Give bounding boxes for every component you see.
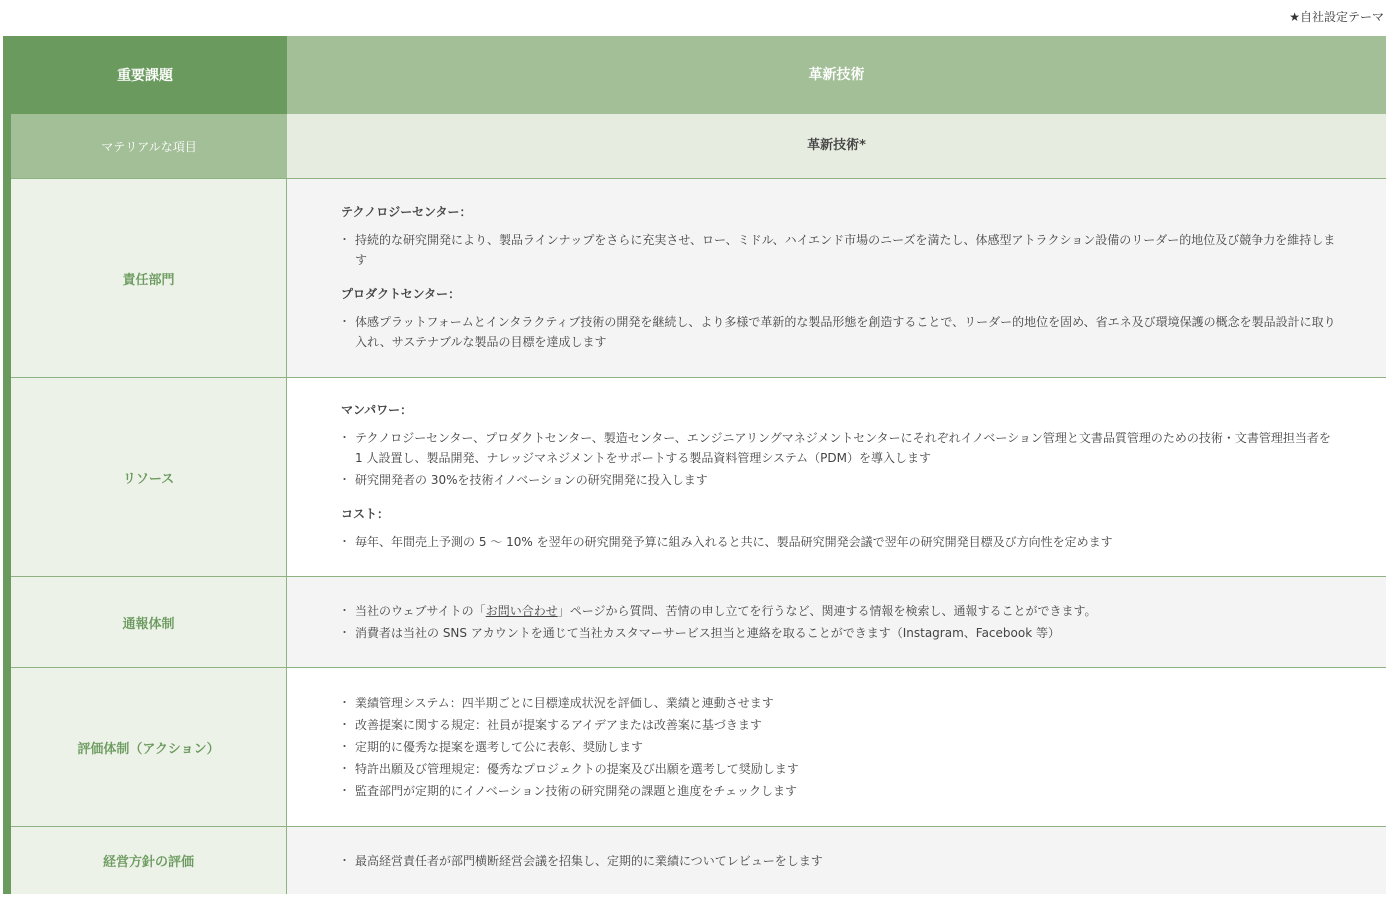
reporting-text-post: 」ページから質問、苦情の申し立てを行うなど、関連する情報を検索し、通報することができます。 bbox=[557, 604, 1097, 618]
list-item bbox=[341, 601, 1336, 621]
tech-center-list bbox=[341, 228, 1336, 272]
evaluation-label: 評価体制（アクション） bbox=[11, 668, 287, 826]
resources-content bbox=[287, 378, 1386, 576]
reporting-content bbox=[287, 577, 1386, 667]
material-item-value: 革新技術* bbox=[287, 114, 1386, 178]
material-item-label: マテリアルな項目 bbox=[11, 114, 287, 178]
resources-label: リソース bbox=[11, 378, 287, 576]
list-item: ・ テクノロジーセンター、プロダクトセンター、製造センター、エンジニアリングマネジメントセンターにそれぞれイノベーション管理と文書品質管理のための技術・文書管理担当者を 1 人設置し、製品開発、ナレッジマネジメントをサポートする製品資料管理システム（PDM）を導入します bbox=[341, 428, 1336, 468]
management-row bbox=[11, 827, 1386, 894]
contact-link[interactable]: お問い合わせ bbox=[485, 604, 558, 618]
list-item: ・ 研究開発者の 30%を技術イノベーションの研究開発に投入します bbox=[341, 470, 1336, 490]
cost-list bbox=[341, 530, 1336, 554]
reporting-row bbox=[11, 577, 1386, 668]
list-item: ・ 消費者は当社の SNS アカウントを通じて当社カスタマーサービス担当と連絡を取ることができます（Instagram、Facebook 等） bbox=[341, 623, 1336, 643]
cost-title: コスト： bbox=[341, 507, 390, 521]
list-item: ・ 最高経営責任者が部門横断経営会議を招集し、定期的に業績についてレビューをします bbox=[341, 851, 1336, 871]
table-header-row bbox=[11, 36, 1386, 114]
responsible-dept-content bbox=[287, 179, 1386, 377]
self-theme-note: ★自社設定テーマ bbox=[1289, 10, 1384, 24]
reporting-text-pre: 当社のウェブサイトの「 bbox=[355, 604, 486, 618]
header-key-issue: 重要課題 bbox=[3, 36, 287, 114]
materiality-table bbox=[3, 36, 1386, 894]
responsible-dept-row bbox=[11, 179, 1386, 378]
product-center-title: プロダクトセンター： bbox=[341, 287, 461, 301]
tech-center-title: テクノロジーセンター： bbox=[341, 205, 472, 219]
list-item: ・ 監査部門が定期的にイノベーション技術の研究開発の課題と進度をチェックします bbox=[341, 781, 1336, 801]
list-item: ・ 業績管理システム：四半期ごとに目標達成状況を評価し、業績と連動させます bbox=[341, 693, 1336, 713]
responsible-dept-label: 責任部門 bbox=[11, 179, 287, 377]
evaluation-content bbox=[287, 668, 1386, 826]
list-item: ・ 持続的な研究開発により、製品ラインナップをさらに充実させ、ロー、ミドル、ハイエンド市場のニーズを満たし、体感型アトラクション設備のリーダー的地位及び競争力を維持します bbox=[341, 230, 1336, 270]
management-content bbox=[287, 827, 1386, 894]
product-center-list bbox=[341, 310, 1336, 354]
manpower-list bbox=[341, 426, 1336, 492]
manpower-title: マンパワー： bbox=[341, 403, 413, 417]
management-label: 経営方針の評価 bbox=[11, 827, 287, 894]
list-item: ・ 毎年、年間売上予測の 5 ～ 10% を翌年の研究開発予算に組み入れると共に、製品研究開発会議で翌年の研究開発目標及び方向性を定めます bbox=[341, 532, 1336, 552]
management-list bbox=[341, 849, 1336, 873]
list-item: ・ 特許出願及び管理規定：優秀なプロジェクトの提案及び出願を選考して奨励します bbox=[341, 759, 1336, 779]
list-item: ・ 改善提案に関する規定：社員が提案するアイデアまたは改善案に基づきます bbox=[341, 715, 1336, 735]
reporting-label: 通報体制 bbox=[11, 577, 287, 667]
list-item: ・ 定期的に優秀な提案を選考して公に表彰、奨励します bbox=[341, 737, 1336, 757]
list-item: ・ 体感プラットフォームとインタラクティブ技術の開発を継続し、より多様で革新的な製品形態を創造することで、リーダー的地位を固め、省エネ及び環境保護の概念を製品設計に取り入れ、サステナブルな製品の目標を達成します bbox=[341, 312, 1336, 352]
material-item-row bbox=[11, 114, 1386, 179]
evaluation-row bbox=[11, 668, 1386, 827]
resources-row bbox=[11, 378, 1386, 577]
reporting-list bbox=[341, 599, 1336, 645]
evaluation-list bbox=[341, 691, 1336, 803]
header-innovation: 革新技術 bbox=[287, 36, 1386, 114]
